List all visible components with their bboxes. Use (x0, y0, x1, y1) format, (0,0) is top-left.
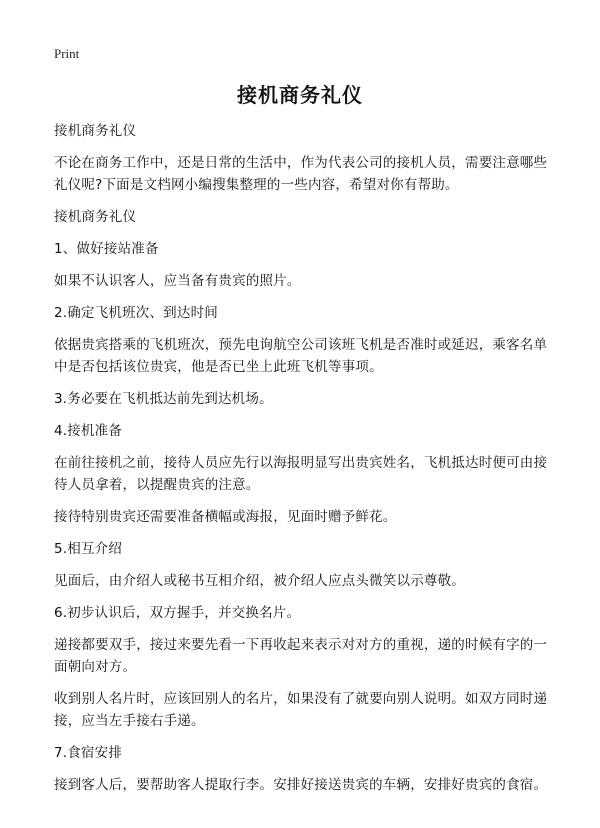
document-title: 接机商务礼仪 (237, 83, 363, 107)
paragraph: 接机商务礼仪 (54, 123, 137, 139)
paragraph: 如果不认识客人，应当备有贵宾的照片。 (54, 273, 301, 289)
section-heading: 7.食宿安排 (54, 745, 123, 761)
section-heading: 2.确定飞机班次、到达时间 (54, 305, 218, 321)
section-heading: 3.务必要在飞机抵达前先到达机场。 (54, 391, 273, 407)
section-heading: 1、做好接站准备 (54, 241, 159, 257)
section-heading: 4.接机准备 (54, 423, 123, 439)
document-body (54, 120, 554, 806)
paragraph: 不论在商务工作中，还是日常的生活中，作为代表公司的接机人员，需要注意哪些礼仪呢?下面是文档网小编搜集整理的一些内容，希望对你有帮助。 (54, 155, 548, 193)
section-heading: 5.相互介绍 (54, 541, 123, 557)
print-link[interactable]: Print (54, 46, 80, 61)
paragraph: 接机商务礼仪 (54, 209, 137, 225)
paragraph: 依据贵宾搭乘的飞机班次，预先电询航空公司该班飞机是否准时或延迟，乘客名单中是否包括该位贵宾，他是否已坐上此班飞机等事项。 (54, 337, 548, 375)
paragraph: 递接都要双手，接过来要先看一下再收起来表示对对方的重视，递的时候有字的一面朝向对方。 (54, 637, 548, 675)
paragraph: 见面后，由介绍人或秘书互相介绍，被介绍人应点头微笑以示尊敬。 (54, 573, 465, 589)
paragraph: 接待特别贵宾还需要准备横幅或海报，见面时赠予鲜花。 (54, 509, 397, 525)
paragraph: 接到客人后，要帮助客人提取行李。安排好接送贵宾的车辆，安排好贵宾的食宿。 (54, 777, 548, 793)
paragraph: 在前往接机之前，接待人员应先行以海报明显写出贵宾姓名，飞机抵达时便可由接待人员拿着，以提醒贵宾的注意。 (54, 455, 548, 493)
paragraph: 收到别人名片时，应该回别人的名片，如果没有了就要向别人说明。如双方同时递接，应当左手接右手递。 (54, 691, 548, 729)
section-heading: 6.初步认识后，双方握手，并交换名片。 (54, 605, 301, 621)
